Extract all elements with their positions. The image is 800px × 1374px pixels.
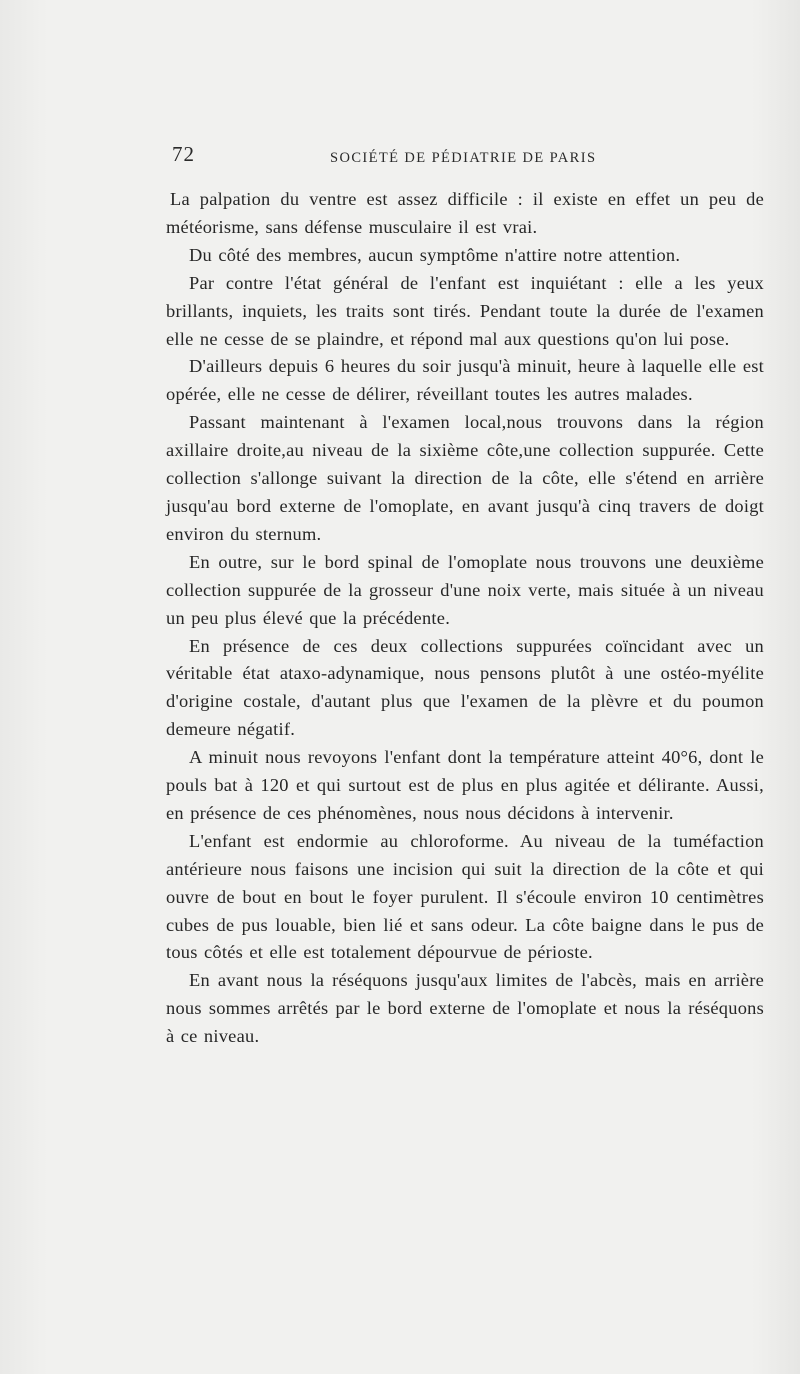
paragraph: L'enfant est endormie au chloroforme. Au niveau de la tuméfaction antérieure nous faisons une incision qui suit la direction de la côte et qui ouvre de bout en bout le foyer purulent. Il s'écoule environ 10 centimètres cubes de pus louable, bien lié et sans odeur. La côte baigne dans le pus de tous côtés et elle est totalement dépourvue de périoste. <box>166 830 764 963</box>
paragraph: Par contre l'état général de l'enfant est inquiétant : elle a les yeux brillants, inquiets, les traits sont tirés. Pendant toute la durée de l'examen elle ne cesse de se plaindre, et répond mal aux questions qu'on lui pose. <box>166 272 764 349</box>
paragraph: En présence de ces deux collections suppurées coïncidant avec un véritable état ataxo-adynamique, nous pensons plutôt à une ostéo-myélite d'origine costale, d'autant plus que l'examen de la plèvre et du poumon demeure négatif. <box>166 635 764 740</box>
paragraph: D'ailleurs depuis 6 heures du soir jusqu'à minuit, heure à laquelle elle est opérée, elle ne cesse de délirer, réveillant toutes les autres malades. <box>166 356 764 405</box>
page-header <box>172 142 612 172</box>
running-title: SOCIÉTÉ DE PÉDIATRIE DE PARIS <box>330 150 597 166</box>
body-text <box>166 186 764 1051</box>
paragraph: En avant nous la réséquons jusqu'aux limites de l'abcès, mais en arrière nous sommes arrêtés par le bord externe de l'omoplate et nous la réséquons à ce niveau. <box>166 970 764 1047</box>
paragraph: Du côté des membres, aucun symptôme n'attire notre attention. <box>189 244 681 265</box>
paragraph: La palpation du ventre est assez difficile : il existe en effet un peu de météorisme, sans défense musculaire il est vrai. <box>166 189 764 237</box>
paragraph: Passant maintenant à l'examen local,nous trouvons dans la région axillaire droite,au niveau de la sixième côte,une collection suppurée. Cette collection s'allonge suivant la direction de la côte, elle s'étend en arrière jusqu'au bord externe de l'omoplate, en avant jusqu'à cinq travers de doigt environ du sternum. <box>166 412 764 544</box>
paragraph: A minuit nous revoyons l'enfant dont la température atteint 40°6, dont le pouls bat à 120 et qui surtout est de plus en plus agitée et délirante. Aussi, en présence de ces phénomènes, nous nous décidons à intervenir. <box>166 747 764 823</box>
page-number: 72 <box>172 142 195 166</box>
paragraph: En outre, sur le bord spinal de l'omoplate nous trouvons une deuxième collection suppurée de la grosseur d'une noix verte, mais située à un niveau un peu plus élevé que la précédente. <box>166 551 764 628</box>
